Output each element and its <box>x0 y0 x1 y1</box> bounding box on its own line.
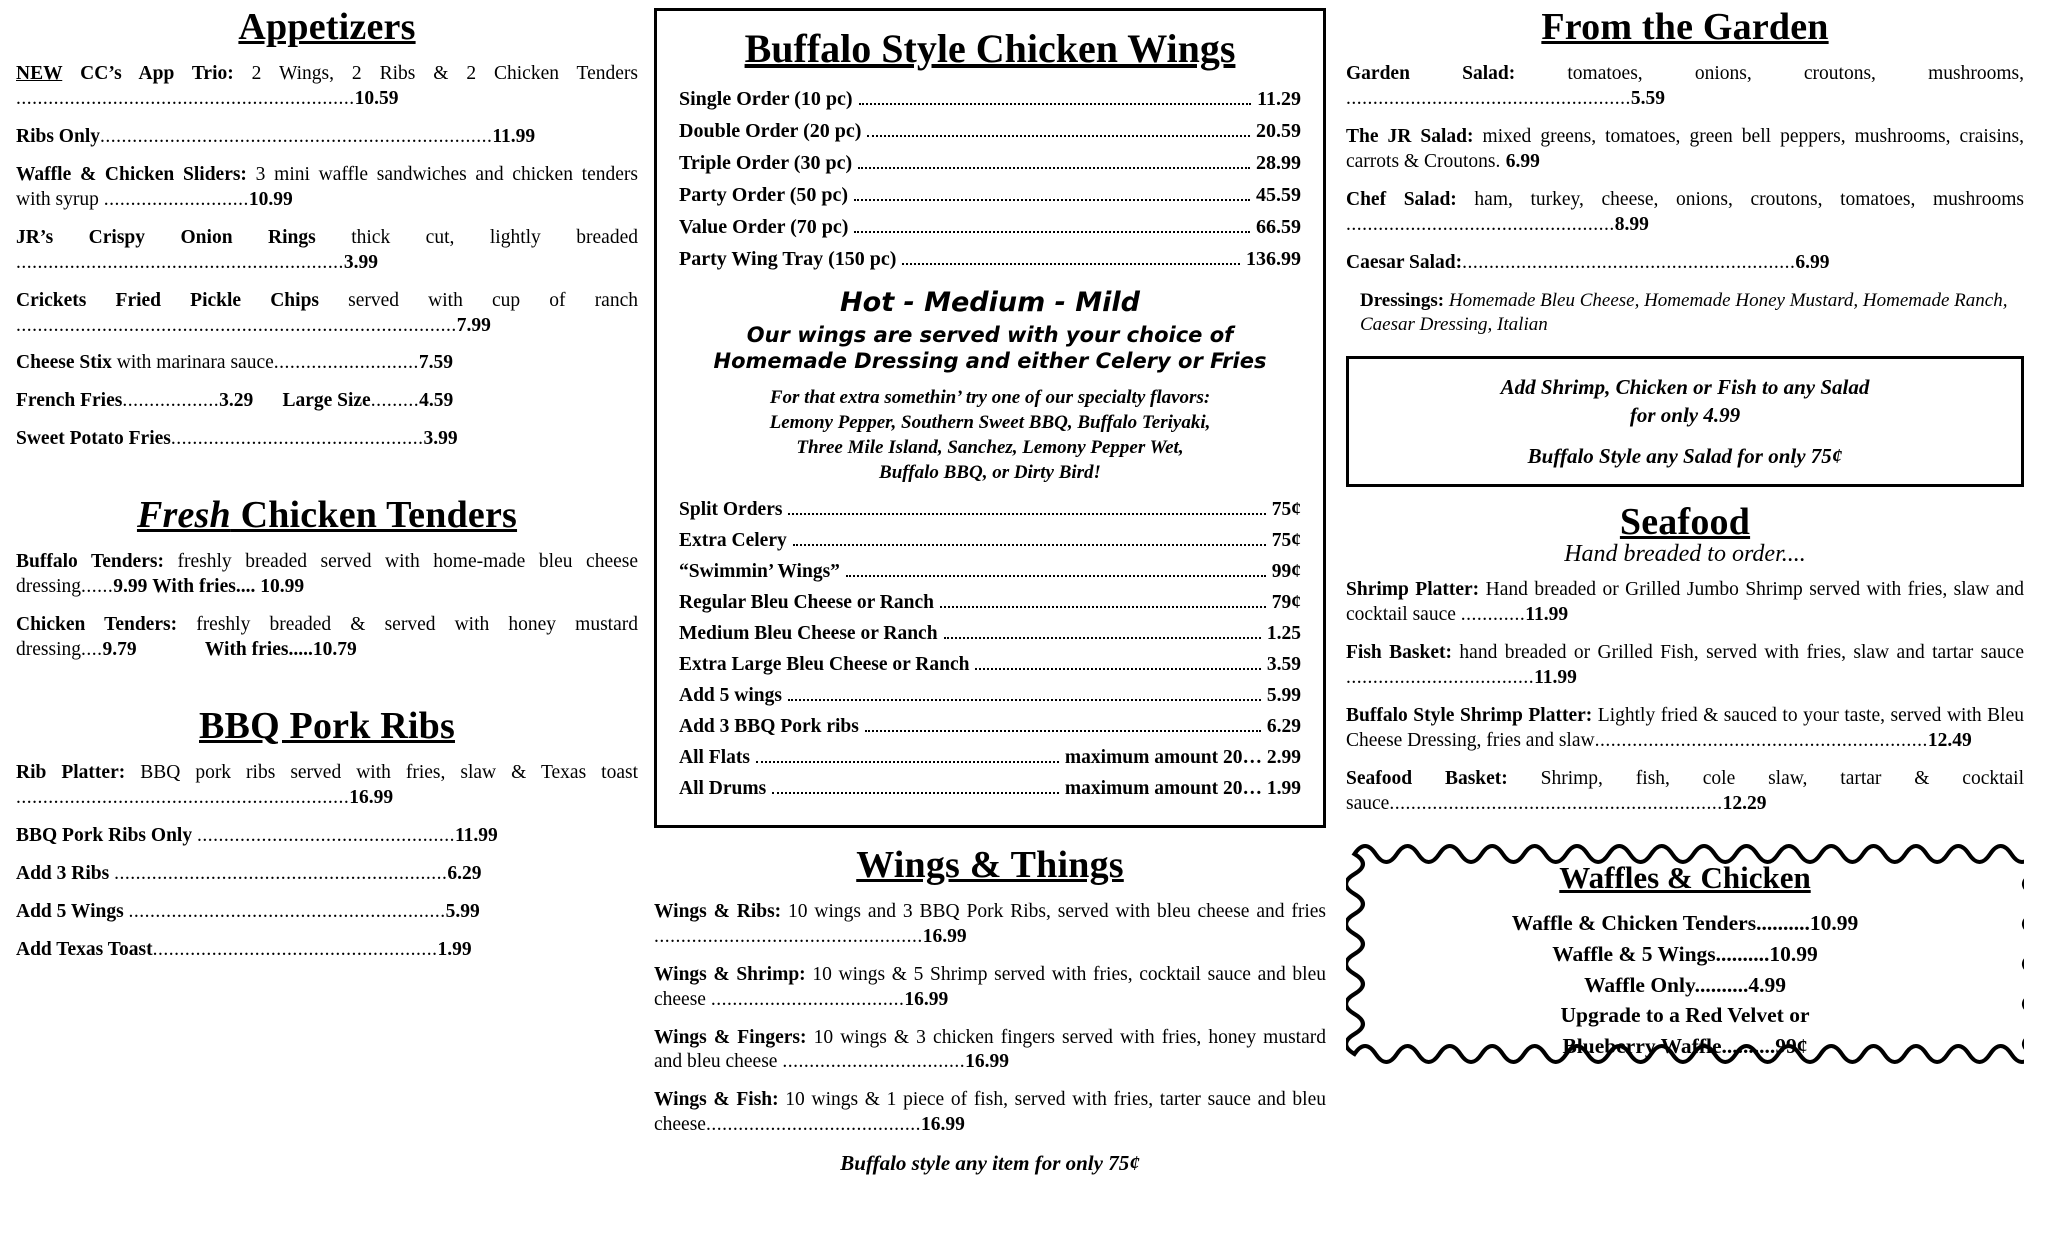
dot-leader: ............................................................. <box>16 251 344 273</box>
heat-levels: Hot - Medium - Mild <box>840 287 1140 318</box>
item-desc: freshly breaded & served with honey mustard dressing <box>16 614 638 661</box>
item-desc: 10 wings and 3 BBQ Pork Ribs, served with bleu cheese and fries <box>781 900 1326 922</box>
wing-extra-name: All Drums <box>679 777 767 799</box>
item-name: Buffalo Tenders: <box>16 551 164 573</box>
left-column <box>10 8 650 1242</box>
menu-item <box>16 389 638 414</box>
wing-order-name: Party Order (50 pc) <box>679 184 849 206</box>
waffle-price: 10.99 <box>1809 911 1859 936</box>
item-price: 16.99 <box>920 1114 965 1136</box>
menu-item <box>16 761 638 811</box>
wing-extra-price: 6.29 <box>1266 715 1301 737</box>
dot-leader <box>865 730 1261 732</box>
appetizers-list <box>16 62 638 452</box>
item-price: 16.99 <box>904 988 949 1010</box>
item-desc: Shrimp, fish, cole slaw, tartar & cocktail sauce <box>1346 767 2025 814</box>
wing-order-price: 136.99 <box>1246 248 1301 270</box>
chicken-tenders-title-rest: Chicken Tenders <box>230 494 518 537</box>
item-price: 7.99 <box>456 314 491 336</box>
wing-extra-price: 99¢ <box>1271 560 1301 582</box>
wing-extra-name: Medium Bleu Cheese or Ranch <box>679 622 938 644</box>
buffalo-style-upcharge-note: Buffalo style any item for only 75¢ <box>840 1151 1140 1176</box>
wing-extra-row <box>679 530 1301 552</box>
menu-item <box>16 163 638 213</box>
menu-item <box>16 824 638 849</box>
waffle-name: Waffle Only <box>1584 972 1695 997</box>
menu-item <box>1346 641 2024 691</box>
waffle-row <box>1562 1031 1807 1062</box>
wing-extra-price: 75¢ <box>1271 529 1301 551</box>
item-with-fries-label: With fries.... <box>152 576 256 598</box>
dot-leader <box>772 792 1059 794</box>
wing-extra-row <box>679 654 1301 676</box>
menu-item <box>16 226 638 276</box>
item-name: Ribs Only <box>16 125 100 147</box>
seafood-list <box>1346 578 2024 817</box>
dot-leader: .................................................. <box>654 925 923 947</box>
wing-order-price: 28.99 <box>1256 152 1301 174</box>
menu-item <box>16 125 638 150</box>
wing-extra-row <box>679 623 1301 645</box>
wing-extra-price: 3.59 <box>1266 653 1301 675</box>
menu-item <box>1346 578 2024 628</box>
dot-leader: .......... <box>1694 972 1749 997</box>
item-new-badge: NEW <box>16 62 63 84</box>
wing-extra-name: Extra Celery <box>679 529 787 551</box>
item-desc: BBQ pork ribs served with fries, slaw & Texas toast <box>125 761 638 783</box>
item-price: 9.99 <box>113 576 148 598</box>
dot-leader <box>975 668 1260 670</box>
addon-line-1: Add Shrimp, Chicken or Fish to any Salad <box>1500 374 1870 399</box>
addon-line-3: Buffalo Style any Salad for only 75¢ <box>1527 443 1843 468</box>
item-price: 12.29 <box>1722 792 1767 814</box>
dot-leader <box>854 199 1250 201</box>
flavors-line-3: Three Mile Island, Sanchez, Lemony Pepper Wet, <box>796 436 1184 458</box>
item-price: 3.29 <box>219 390 254 412</box>
wing-extra-row <box>679 499 1301 521</box>
item-size-label: Large Size <box>282 390 371 412</box>
item-price: 12.49 <box>1927 729 1972 751</box>
dot-leader <box>854 231 1250 233</box>
item-price: 7.59 <box>418 352 454 374</box>
dot-leader <box>859 103 1252 105</box>
dot-leader <box>902 263 1240 265</box>
waffle-price: 4.99 <box>1748 972 1786 997</box>
spacer <box>1365 430 2005 442</box>
wing-extra-price: 2.99 <box>1266 746 1301 768</box>
waffles-title: Waffles & Chicken <box>1559 860 1811 896</box>
menu-item <box>16 938 638 963</box>
dot-leader: .................................................................................. <box>16 314 457 336</box>
item-desc: 10 wings & 5 Shrimp served with fries, cocktail sauce and bleu cheese <box>654 963 1327 1010</box>
item-price: 6.29 <box>447 862 482 884</box>
menu-item <box>1346 188 2024 238</box>
buffalo-wings-title: Buffalo Style Chicken Wings <box>744 26 1236 71</box>
item-price: 10.99 <box>248 188 293 210</box>
item-desc: with marinara sauce <box>111 352 274 374</box>
wing-extra-row <box>679 561 1301 583</box>
menu-item <box>16 550 638 600</box>
menu-item <box>16 289 638 339</box>
item-name: Crickets Fried Pickle Chips <box>16 289 319 311</box>
item-price-fries: 10.99 <box>260 576 305 598</box>
dot-leader: ........................... <box>273 352 419 374</box>
waffle-name: Blueberry Waffle <box>1562 1033 1722 1058</box>
wing-extra-name: Extra Large Bleu Cheese or Ranch <box>679 653 970 675</box>
item-name: Sweet Potato Fries <box>16 428 171 450</box>
item-name: CC’s App Trio: <box>80 62 234 84</box>
dot-leader <box>846 575 1266 577</box>
menu-item <box>654 1088 1326 1138</box>
item-name: Buffalo Style Shrimp Platter: <box>1346 704 1593 726</box>
dot-leader: .............................................................. <box>114 862 448 884</box>
wing-order-price: 20.59 <box>1256 120 1301 142</box>
item-desc: ham, turkey, cheese, onions, croutons, tomatoes, mushrooms <box>1456 188 2024 210</box>
waffle-price: 10.99 <box>1769 942 1818 966</box>
dot-leader: ...... <box>81 576 114 598</box>
dot-leader: ............................................... <box>170 428 424 450</box>
wing-order-price: 66.59 <box>1256 216 1301 238</box>
menu-item <box>1346 62 2024 112</box>
item-price: 6.99 <box>1795 251 1830 273</box>
dot-leader: ................................... <box>1346 666 1535 688</box>
menu-item <box>1346 125 2024 175</box>
item-name: JR’s Crispy Onion Rings <box>16 226 316 248</box>
menu-item <box>654 1026 1326 1076</box>
seafood-title: Seafood <box>1619 500 1751 543</box>
item-desc: freshly breaded served with home-made bleu cheese dressing <box>16 551 639 598</box>
dot-leader: ......... <box>370 390 420 412</box>
item-name: Chicken Tenders: <box>16 614 178 636</box>
right-column <box>1330 8 2030 1242</box>
dot-leader: ............................................................... <box>16 87 355 109</box>
wing-extra-price: 5.99 <box>1266 684 1301 706</box>
item-price: 3.99 <box>423 428 458 450</box>
dot-leader: ........................... <box>103 188 249 210</box>
wing-order-row <box>679 216 1301 239</box>
wing-extra-name: All Flats <box>679 746 750 768</box>
dot-leader <box>940 606 1266 608</box>
item-name: Fish Basket: <box>1346 641 1453 663</box>
wing-extra-name: “Swimmin’ Wings” <box>679 560 840 582</box>
item-price: 11.99 <box>1525 603 1569 625</box>
dot-leader: ........................................ <box>705 1114 921 1136</box>
dot-leader: .............................................................. <box>1462 251 1796 273</box>
item-price: 5.59 <box>1630 87 1665 109</box>
waffle-row <box>1552 939 1818 970</box>
item-price: 8.99 <box>1614 213 1649 235</box>
wing-extra-row <box>679 778 1301 800</box>
served-line-2: Homemade Dressing and either Celery or Fries <box>713 349 1267 374</box>
item-name: Caesar Salad: <box>1346 251 1463 273</box>
wing-order-name: Single Order (10 pc) <box>679 88 853 110</box>
item-desc: tomatoes, onions, croutons, mushrooms, <box>1515 62 2024 84</box>
wing-order-name: Triple Order (30 pc) <box>679 152 853 174</box>
menu-item <box>16 862 638 887</box>
item-name: Garden Salad: <box>1346 62 1516 84</box>
item-name: Add 3 Ribs <box>16 862 110 884</box>
dot-leader: .... <box>81 639 103 661</box>
wings-extras-list <box>679 499 1301 800</box>
dot-leader: ........................................................... <box>128 900 446 922</box>
waffle-price: 99¢ <box>1775 1033 1808 1058</box>
wings-things-title: Wings & Things <box>856 843 1124 886</box>
dressings-label: Dressings: <box>1360 289 1445 311</box>
seafood-subtitle: Hand breaded to order.... <box>1564 540 1806 567</box>
item-price: 11.99 <box>492 125 536 147</box>
dressings-note <box>1346 289 2024 338</box>
dot-leader <box>756 761 1059 763</box>
wing-extra-price: 75¢ <box>1271 498 1301 520</box>
buffalo-wings-box <box>654 8 1326 828</box>
item-price: 11.99 <box>1534 666 1577 688</box>
wing-extra-name: Split Orders <box>679 498 783 520</box>
wing-extra-price: 1.99 <box>1266 777 1301 799</box>
menu-item <box>16 613 638 663</box>
dot-leader: .................. <box>122 390 220 412</box>
dot-leader <box>788 513 1265 515</box>
menu-item <box>16 62 638 112</box>
menu-item <box>16 351 638 376</box>
item-price: 5.99 <box>445 900 480 922</box>
dot-leader: .......... <box>1715 942 1770 966</box>
item-price: 3.99 <box>343 251 378 273</box>
dressings-text: Homemade Bleu Cheese, Homemade Honey Mustard, Homemade Ranch, Caesar Dressing, Italian <box>1360 289 2008 336</box>
waffle-name: Waffle & Chicken Tenders <box>1511 911 1757 936</box>
dot-leader: .......... <box>1756 911 1810 936</box>
appetizers-title: Appetizers <box>238 6 416 48</box>
wings-things-list <box>654 900 1326 1139</box>
item-name: Wings & Fingers: <box>654 1026 807 1048</box>
flavors-line-1: For that extra somethin’ try one of our specialty flavors: <box>769 386 1211 408</box>
salad-addons-box <box>1346 356 2024 487</box>
item-price: 11.99 <box>454 824 498 846</box>
item-name: Add 5 Wings <box>16 900 124 922</box>
dot-leader: ..................................................... <box>152 938 438 960</box>
wing-extra-row <box>679 592 1301 614</box>
item-price-fries: 10.79 <box>312 639 357 661</box>
waffles-content <box>1346 834 2024 1084</box>
addon-line-2: for only 4.99 <box>1629 403 1741 428</box>
item-desc: 2 Wings, 2 Ribs & 2 Chicken Tenders <box>233 62 638 84</box>
item-price: 16.99 <box>922 925 967 947</box>
item-name: Wings & Shrimp: <box>654 963 806 985</box>
waffle-name: Waffle & 5 Wings <box>1552 942 1716 966</box>
waffle-row <box>1512 908 1858 939</box>
item-price-large: 4.59 <box>419 390 454 412</box>
wing-extra-row <box>679 685 1301 707</box>
item-price: 16.99 <box>965 1051 1009 1073</box>
dot-leader: .............................................................. <box>1389 792 1723 814</box>
item-desc: Lightly fried & sauced to your taste, served with Bleu Cheese Dressing, fries and slaw <box>1346 704 2025 751</box>
item-name: Wings & Fish: <box>654 1089 779 1111</box>
wing-extra-row <box>679 747 1301 769</box>
wing-order-row <box>679 184 1301 207</box>
wing-extra-note: maximum amount 20… <box>1064 746 1262 768</box>
waffle-row <box>1560 1000 1809 1031</box>
middle-column <box>650 8 1330 1242</box>
menu-item <box>16 900 638 925</box>
dot-leader: ......................................................................... <box>100 125 493 147</box>
item-desc: served with cup of ranch <box>319 289 638 311</box>
tenders-list <box>16 550 638 663</box>
chicken-tenders-title <box>16 496 638 536</box>
item-price: 6.99 <box>1505 150 1540 172</box>
item-name: Chef Salad: <box>1346 188 1457 210</box>
wing-order-price: 45.59 <box>1256 184 1301 206</box>
item-name: Wings & Ribs: <box>654 900 782 922</box>
specialty-flavors <box>679 385 1301 485</box>
dot-leader: .......... <box>1721 1033 1776 1058</box>
item-name: Cheese Stix <box>16 352 112 374</box>
menu-item <box>1346 767 2024 817</box>
item-name: Shrimp Platter: <box>1346 578 1480 600</box>
salads-list <box>1346 62 2024 338</box>
chicken-tenders-title-fresh: Fresh <box>136 494 231 537</box>
dot-leader: .................................... <box>710 988 905 1010</box>
wing-extra-name: Add 3 BBQ Pork ribs <box>679 715 859 737</box>
dot-leader: ................................................ <box>196 824 455 846</box>
wing-extra-row <box>679 716 1301 738</box>
dot-leader: .............................................................. <box>1594 729 1928 751</box>
served-with-note <box>679 322 1301 375</box>
dot-leader <box>944 637 1261 639</box>
item-name: Waffle & Chicken Sliders: <box>16 163 247 185</box>
dot-leader <box>793 544 1266 546</box>
menu-item <box>1346 251 2024 276</box>
dot-leader: .................................. <box>782 1051 966 1073</box>
menu-item <box>654 963 1326 1013</box>
item-price: 9.79 <box>102 639 137 661</box>
item-name: Add Texas Toast <box>16 938 153 960</box>
item-desc: Hand breaded or Grilled Jumbo Shrimp served with fries, slaw and cocktail sauce <box>1346 578 2024 625</box>
flavors-line-2: Lemony Pepper, Southern Sweet BBQ, Buffalo Teriyaki, <box>769 411 1211 433</box>
item-price: 10.59 <box>354 87 399 109</box>
wing-extra-note: maximum amount 20… <box>1064 777 1262 799</box>
item-name: Rib Platter: <box>16 761 126 783</box>
waffle-row <box>1584 970 1786 1001</box>
wing-extra-name: Add 5 wings <box>679 684 782 706</box>
menu-item <box>16 427 638 452</box>
wing-extra-price: 1.25 <box>1266 622 1301 644</box>
item-desc: 3 mini waffle sandwiches and chicken tenders with syrup <box>16 163 638 210</box>
wing-order-price: 11.29 <box>1257 88 1301 110</box>
item-desc: hand breaded or Grilled Fish, served with fries, slaw and tartar sauce <box>1452 641 2024 663</box>
wing-order-row <box>679 152 1301 175</box>
dot-leader <box>788 699 1261 701</box>
item-desc: 10 wings & 1 piece of fish, served with fries, tarter sauce and bleu cheese <box>654 1089 1326 1136</box>
dot-leader: ..................................................... <box>1346 87 1631 109</box>
item-name: Seafood Basket: <box>1346 767 1508 789</box>
dot-leader: ............ <box>1460 603 1526 625</box>
item-desc: thick cut, lightly breaded <box>315 226 638 248</box>
item-name: BBQ Pork Ribs Only <box>16 824 193 846</box>
item-desc: 10 wings & 3 chicken fingers served with fries, honey mustard and bleu cheese <box>654 1026 1326 1073</box>
wing-extra-price: 79¢ <box>1271 591 1301 613</box>
dot-leader: .............................................................. <box>16 786 350 808</box>
dot-leader <box>858 167 1250 169</box>
dot-leader <box>867 135 1250 137</box>
served-line-1: Our wings are served with your choice of <box>746 323 1234 347</box>
wing-extra-name: Regular Bleu Cheese or Ranch <box>679 591 934 613</box>
bbq-ribs-title: BBQ Pork Ribs <box>199 705 455 748</box>
wings-order-list <box>679 88 1301 271</box>
flavors-line-4: Buffalo BBQ, or Dirty Bird! <box>879 461 1101 483</box>
item-name: The JR Salad: <box>1346 125 1474 147</box>
item-desc: mixed greens, tomatoes, green bell peppers, mushrooms, craisins, carrots & Croutons. <box>1346 125 2024 172</box>
item-name: French Fries <box>16 390 123 412</box>
ribs-list <box>16 761 638 963</box>
wing-order-row <box>679 88 1301 111</box>
item-price: 16.99 <box>349 786 394 808</box>
garden-title: From the Garden <box>1541 6 1829 48</box>
waffles-chicken-box <box>1346 834 2024 1084</box>
menu-item <box>1346 704 2024 754</box>
wing-order-name: Value Order (70 pc) <box>679 216 849 238</box>
wing-order-name: Double Order (20 pc) <box>679 120 862 142</box>
wing-order-name: Party Wing Tray (150 pc) <box>679 248 897 270</box>
wing-order-row <box>679 248 1301 271</box>
item-with-fries-label: With fries..... <box>204 639 313 661</box>
dot-leader: .................................................. <box>1346 213 1615 235</box>
item-price: 1.99 <box>437 938 472 960</box>
waffle-name: Upgrade to a Red Velvet or <box>1560 1003 1810 1028</box>
wing-order-row <box>679 120 1301 143</box>
menu-item <box>654 900 1326 950</box>
